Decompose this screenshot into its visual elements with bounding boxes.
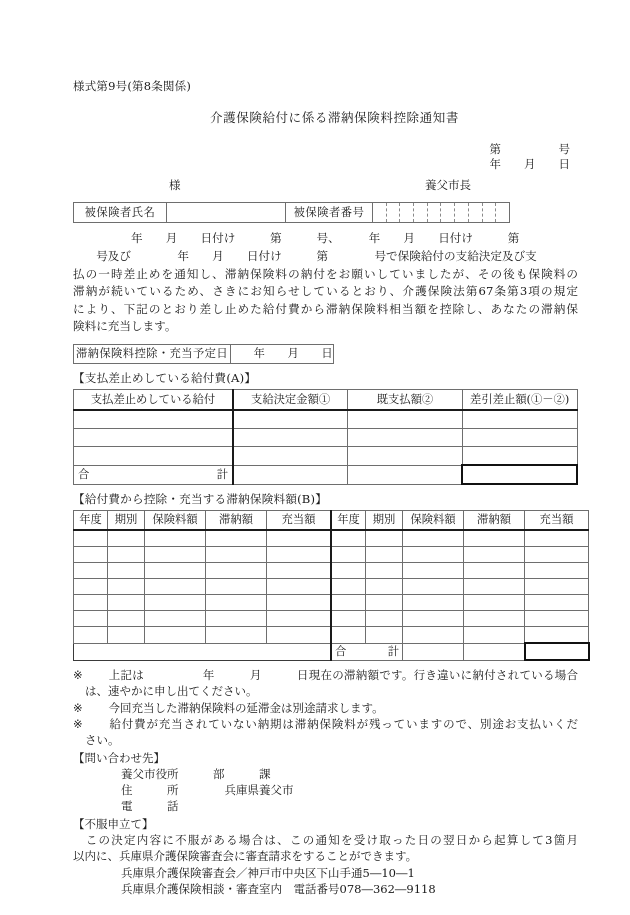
insured-person-table xyxy=(73,202,510,223)
col-header-fiscal-year-left: 年度 xyxy=(74,511,108,531)
cell-b-r3-c7[interactable] xyxy=(366,563,403,579)
section-b-total-premium[interactable] xyxy=(403,643,464,660)
insured-name-label: 被保険者氏名 xyxy=(74,203,167,223)
cell-b-r5-c8[interactable] xyxy=(403,595,464,611)
cell-a-r3-c3[interactable] xyxy=(348,447,463,466)
cell-b-r1-c1[interactable] xyxy=(74,530,108,547)
cell-b-r1-c9[interactable] xyxy=(464,530,525,547)
cell-b-r7-c3[interactable] xyxy=(145,627,206,644)
table-row xyxy=(74,579,589,595)
cell-b-r4-c5[interactable] xyxy=(267,579,332,595)
cell-b-r1-c5[interactable] xyxy=(267,530,332,547)
appeal-line-2: 以内に、兵庫県介護保険審査会に審査請求をすることができます。 xyxy=(73,849,418,864)
cell-b-r7-c6[interactable] xyxy=(331,627,366,644)
cell-a-r1-c4[interactable] xyxy=(462,410,577,429)
cell-b-r2-c8[interactable] xyxy=(403,547,464,563)
contact-phone: 電 話 xyxy=(121,799,179,814)
note-3-line-1: 給付費が充当されていない納期は滞納保険料が残っていますので、別途お支払いくだ xyxy=(97,717,578,732)
form-number: 様式第9号(第8条関係) xyxy=(73,79,192,93)
cell-b-r1-c10[interactable] xyxy=(525,530,589,547)
appeal-body xyxy=(73,832,578,865)
section-a-total-c2[interactable] xyxy=(233,465,348,484)
cell-b-r4-c6[interactable] xyxy=(331,579,366,595)
cell-b-r3-c9[interactable] xyxy=(464,563,525,579)
cell-b-r2-c7[interactable] xyxy=(366,547,403,563)
table-row xyxy=(74,627,589,644)
notes-block xyxy=(73,667,578,749)
section-b-table xyxy=(73,510,590,661)
cell-b-r4-c4[interactable] xyxy=(206,579,267,595)
table-row xyxy=(74,447,578,466)
cell-b-r7-c1[interactable] xyxy=(74,627,108,644)
deduction-date-value[interactable]: 年 月 日 xyxy=(231,345,334,364)
cell-b-r6-c10[interactable] xyxy=(525,611,589,627)
cell-b-r2-c3[interactable] xyxy=(145,547,206,563)
section-a-total-c4[interactable] xyxy=(462,465,577,484)
insured-number-cell-5[interactable] xyxy=(427,203,441,223)
section-b-total-label: 合計 xyxy=(331,643,403,660)
cell-a-r2-c3[interactable] xyxy=(348,429,463,447)
contact-address: 住 所 兵庫県養父市 xyxy=(121,783,294,798)
cell-b-r6-c1[interactable] xyxy=(74,611,108,627)
contact-office: 養父市役所 部 課 xyxy=(121,766,271,781)
note-1-line-1: 上記は 年 月 日現在の滞納額です。行き違いに納付されている場合 xyxy=(97,668,578,683)
table-row xyxy=(74,203,510,223)
section-a-total-c3[interactable] xyxy=(348,465,463,484)
cell-b-r4-c2[interactable] xyxy=(108,579,145,595)
cell-b-r5-c3[interactable] xyxy=(145,595,206,611)
insured-number-cell-3[interactable] xyxy=(400,203,414,223)
cell-a-r2-c1[interactable] xyxy=(74,429,234,447)
table-header-row xyxy=(74,390,578,411)
table-row xyxy=(74,547,589,563)
insured-number-cell-2[interactable] xyxy=(386,203,400,223)
cell-b-r6-c5[interactable] xyxy=(267,611,332,627)
cell-b-r7-c4[interactable] xyxy=(206,627,267,644)
cell-b-r3-c4[interactable] xyxy=(206,563,267,579)
col-header-arrears-right: 滞納額 xyxy=(464,511,525,531)
table-row xyxy=(74,611,589,627)
section-a-total-label: 合計 xyxy=(74,465,234,484)
cell-b-r6-c4[interactable] xyxy=(206,611,267,627)
cell-b-r2-c4[interactable] xyxy=(206,547,267,563)
body-line-1: 年 月 日付け 第 号、 年 月 日付け 第 xyxy=(73,231,520,246)
body-line-3: 払の一時差止めを通知し、滞納保険料の納付をお願いしていましたが、その後も保険料の xyxy=(73,266,578,281)
note-marker-1: ※ xyxy=(73,668,83,683)
issue-number-line: 第 号 xyxy=(489,142,570,156)
cell-b-r2-c1[interactable] xyxy=(74,547,108,563)
cell-b-r7-c10[interactable] xyxy=(525,627,589,644)
insured-number-cell-6[interactable] xyxy=(441,203,455,223)
cell-b-r2-c10[interactable] xyxy=(525,547,589,563)
cell-b-r5-c10[interactable] xyxy=(525,595,589,611)
document-body xyxy=(73,78,578,897)
cell-b-r6-c9[interactable] xyxy=(464,611,525,627)
section-a-table xyxy=(73,389,578,485)
note-1-line-2: は、速やかに申し出てください。 xyxy=(85,684,258,699)
section-a-heading: 【支払差止めしている給付費(A)】 xyxy=(73,371,257,386)
cell-b-r6-c3[interactable] xyxy=(145,611,206,627)
table-row xyxy=(74,410,578,429)
contact-heading: 【問い合わせ先】 xyxy=(73,750,165,765)
note-3 xyxy=(73,716,578,749)
insured-number-cell-10[interactable] xyxy=(496,203,510,223)
cell-b-r5-c2[interactable] xyxy=(108,595,145,611)
cell-b-r4-c9[interactable] xyxy=(464,579,525,595)
col-header-period-left: 期別 xyxy=(108,511,145,531)
col-header-period-right: 期別 xyxy=(366,511,403,531)
cell-b-r7-c7[interactable] xyxy=(366,627,403,644)
col-header-premium-left: 保険料額 xyxy=(145,511,206,531)
document-title: 介護保険給付に係る滞納保険料控除通知書 xyxy=(210,110,459,125)
note-2-line-1: 今回充当した滞納保険料の延滞金は別途請求します。 xyxy=(97,700,384,715)
insured-number-cell-1[interactable] xyxy=(373,203,387,223)
cell-b-r2-c6[interactable] xyxy=(331,547,366,563)
appeal-office-phone: 兵庫県介護保険相談・審査室内 電話番号078―362―9118 xyxy=(121,882,436,897)
insured-number-cell-7[interactable] xyxy=(455,203,469,223)
cell-b-r4-c1[interactable] xyxy=(74,579,108,595)
cell-b-r1-c8[interactable] xyxy=(403,530,464,547)
cell-b-r6-c8[interactable] xyxy=(403,611,464,627)
cell-b-r4-c7[interactable] xyxy=(366,579,403,595)
col-header-fiscal-year-right: 年度 xyxy=(331,511,366,531)
insured-name-field[interactable] xyxy=(167,203,286,223)
table-row xyxy=(74,563,589,579)
col-header-withheld-balance: 差引差止額(①－②) xyxy=(462,390,577,411)
cell-b-r5-c7[interactable] xyxy=(366,595,403,611)
cell-b-r1-c2[interactable] xyxy=(108,530,145,547)
cell-a-r3-c1[interactable] xyxy=(74,447,234,466)
cell-b-r3-c8[interactable] xyxy=(403,563,464,579)
cell-b-r7-c5[interactable] xyxy=(267,627,332,644)
cell-b-r5-c9[interactable] xyxy=(464,595,525,611)
section-b-total-applied[interactable] xyxy=(525,643,589,660)
cell-a-r2-c4[interactable] xyxy=(462,429,577,447)
insured-number-cell-8[interactable] xyxy=(468,203,482,223)
table-row xyxy=(74,595,589,611)
cell-b-r4-c3[interactable] xyxy=(145,579,206,595)
cell-b-r2-c9[interactable] xyxy=(464,547,525,563)
cell-b-r5-c5[interactable] xyxy=(267,595,332,611)
table-row xyxy=(74,429,578,447)
cell-a-r1-c2[interactable] xyxy=(233,410,348,429)
cell-b-r5-c4[interactable] xyxy=(206,595,267,611)
col-header-decided-amount: 支給決定金額① xyxy=(233,390,348,411)
section-b-total-arrears[interactable] xyxy=(464,643,525,660)
cell-b-r3-c3[interactable] xyxy=(145,563,206,579)
cell-b-r5-c1[interactable] xyxy=(74,595,108,611)
col-header-arrears-left: 滞納額 xyxy=(206,511,267,531)
body-paragraph xyxy=(73,230,578,336)
cell-b-r1-c7[interactable] xyxy=(366,530,403,547)
cell-a-r1-c1[interactable] xyxy=(74,410,234,429)
cell-b-r5-c6[interactable] xyxy=(331,595,366,611)
body-line-6: 険料に充当します。 xyxy=(73,319,177,334)
cell-b-r4-c8[interactable] xyxy=(403,579,464,595)
col-header-benefit: 支払差止めしている給付 xyxy=(74,390,234,411)
issue-date-line: 年 月 日 xyxy=(489,156,570,171)
table-total-row xyxy=(74,465,578,484)
body-line-2: 号及び 年 月 日付け 第 号で保険給付の支給決定及び支 xyxy=(73,249,537,264)
col-header-applied-right: 充当額 xyxy=(525,511,589,531)
cell-b-r3-c2[interactable] xyxy=(108,563,145,579)
cell-b-r4-c10[interactable] xyxy=(525,579,589,595)
note-2 xyxy=(73,700,578,716)
appeal-line-1: この決定内容に不服がある場合は、この通知を受け取った日の翌日から起算して3箇月 xyxy=(73,832,578,847)
issuer-name: 養父市長 xyxy=(425,178,471,193)
col-header-applied-left: 充当額 xyxy=(267,511,332,531)
col-header-already-paid: 既支払額② xyxy=(348,390,463,411)
cell-b-r2-c2[interactable] xyxy=(108,547,145,563)
table-row xyxy=(74,345,334,364)
cell-b-r1-c3[interactable] xyxy=(145,530,206,547)
deduction-date-label: 滞納保険料控除・充当予定日 xyxy=(74,345,231,364)
appeal-committee-address: 兵庫県介護保険審査会／神戸市中央区下山手通5―10―1 xyxy=(121,865,415,880)
note-3-line-2: さい。 xyxy=(85,733,120,748)
table-header-row xyxy=(74,511,589,531)
cell-b-r6-c6[interactable] xyxy=(331,611,366,627)
cell-b-r7-c9[interactable] xyxy=(464,627,525,644)
cell-a-r1-c3[interactable] xyxy=(348,410,463,429)
insured-number-label: 被保険者番号 xyxy=(286,203,373,223)
body-line-5: により、下記のとおり差し止めた給付費から滞納保険料相当額を控除し、あなたの滞納保 xyxy=(73,301,578,316)
deduction-date-wrap xyxy=(73,344,578,364)
cell-b-r7-c2[interactable] xyxy=(108,627,145,644)
cell-a-r2-c2[interactable] xyxy=(233,429,348,447)
recipient-suffix: 様 xyxy=(169,178,181,193)
cell-b-r1-c6[interactable] xyxy=(331,530,366,547)
table-total-row xyxy=(74,643,589,660)
cell-a-r3-c4[interactable] xyxy=(462,447,577,466)
cell-b-r3-c5[interactable] xyxy=(267,563,332,579)
appeal-heading: 【不服申立て】 xyxy=(73,816,154,831)
cell-b-r6-c2[interactable] xyxy=(108,611,145,627)
col-header-premium-right: 保険料額 xyxy=(403,511,464,531)
note-marker-3: ※ xyxy=(73,717,83,732)
insured-number-cell-9[interactable] xyxy=(482,203,496,223)
deduction-date-table xyxy=(73,344,334,364)
body-line-4: 滞納が続いているため、さきにお知らせしているとおり、介護保険法第67条第3項の規定 xyxy=(73,284,578,299)
cell-b-r2-c5[interactable] xyxy=(267,547,332,563)
note-1 xyxy=(73,667,578,700)
cell-b-r6-c7[interactable] xyxy=(366,611,403,627)
section-b-heading: 【給付費から控除・充当する滞納保険料額(B)】 xyxy=(73,492,328,507)
cell-b-r3-c1[interactable] xyxy=(74,563,108,579)
cell-b-r7-c8[interactable] xyxy=(403,627,464,644)
cell-b-r1-c4[interactable] xyxy=(206,530,267,547)
cell-b-r3-c6[interactable] xyxy=(331,563,366,579)
insured-number-cell-4[interactable] xyxy=(414,203,428,223)
cell-a-r3-c2[interactable] xyxy=(233,447,348,466)
section-b-total-spacer xyxy=(74,643,332,660)
note-marker-2: ※ xyxy=(73,700,83,715)
cell-b-r3-c10[interactable] xyxy=(525,563,589,579)
address-row xyxy=(73,177,578,193)
table-row xyxy=(74,530,589,547)
